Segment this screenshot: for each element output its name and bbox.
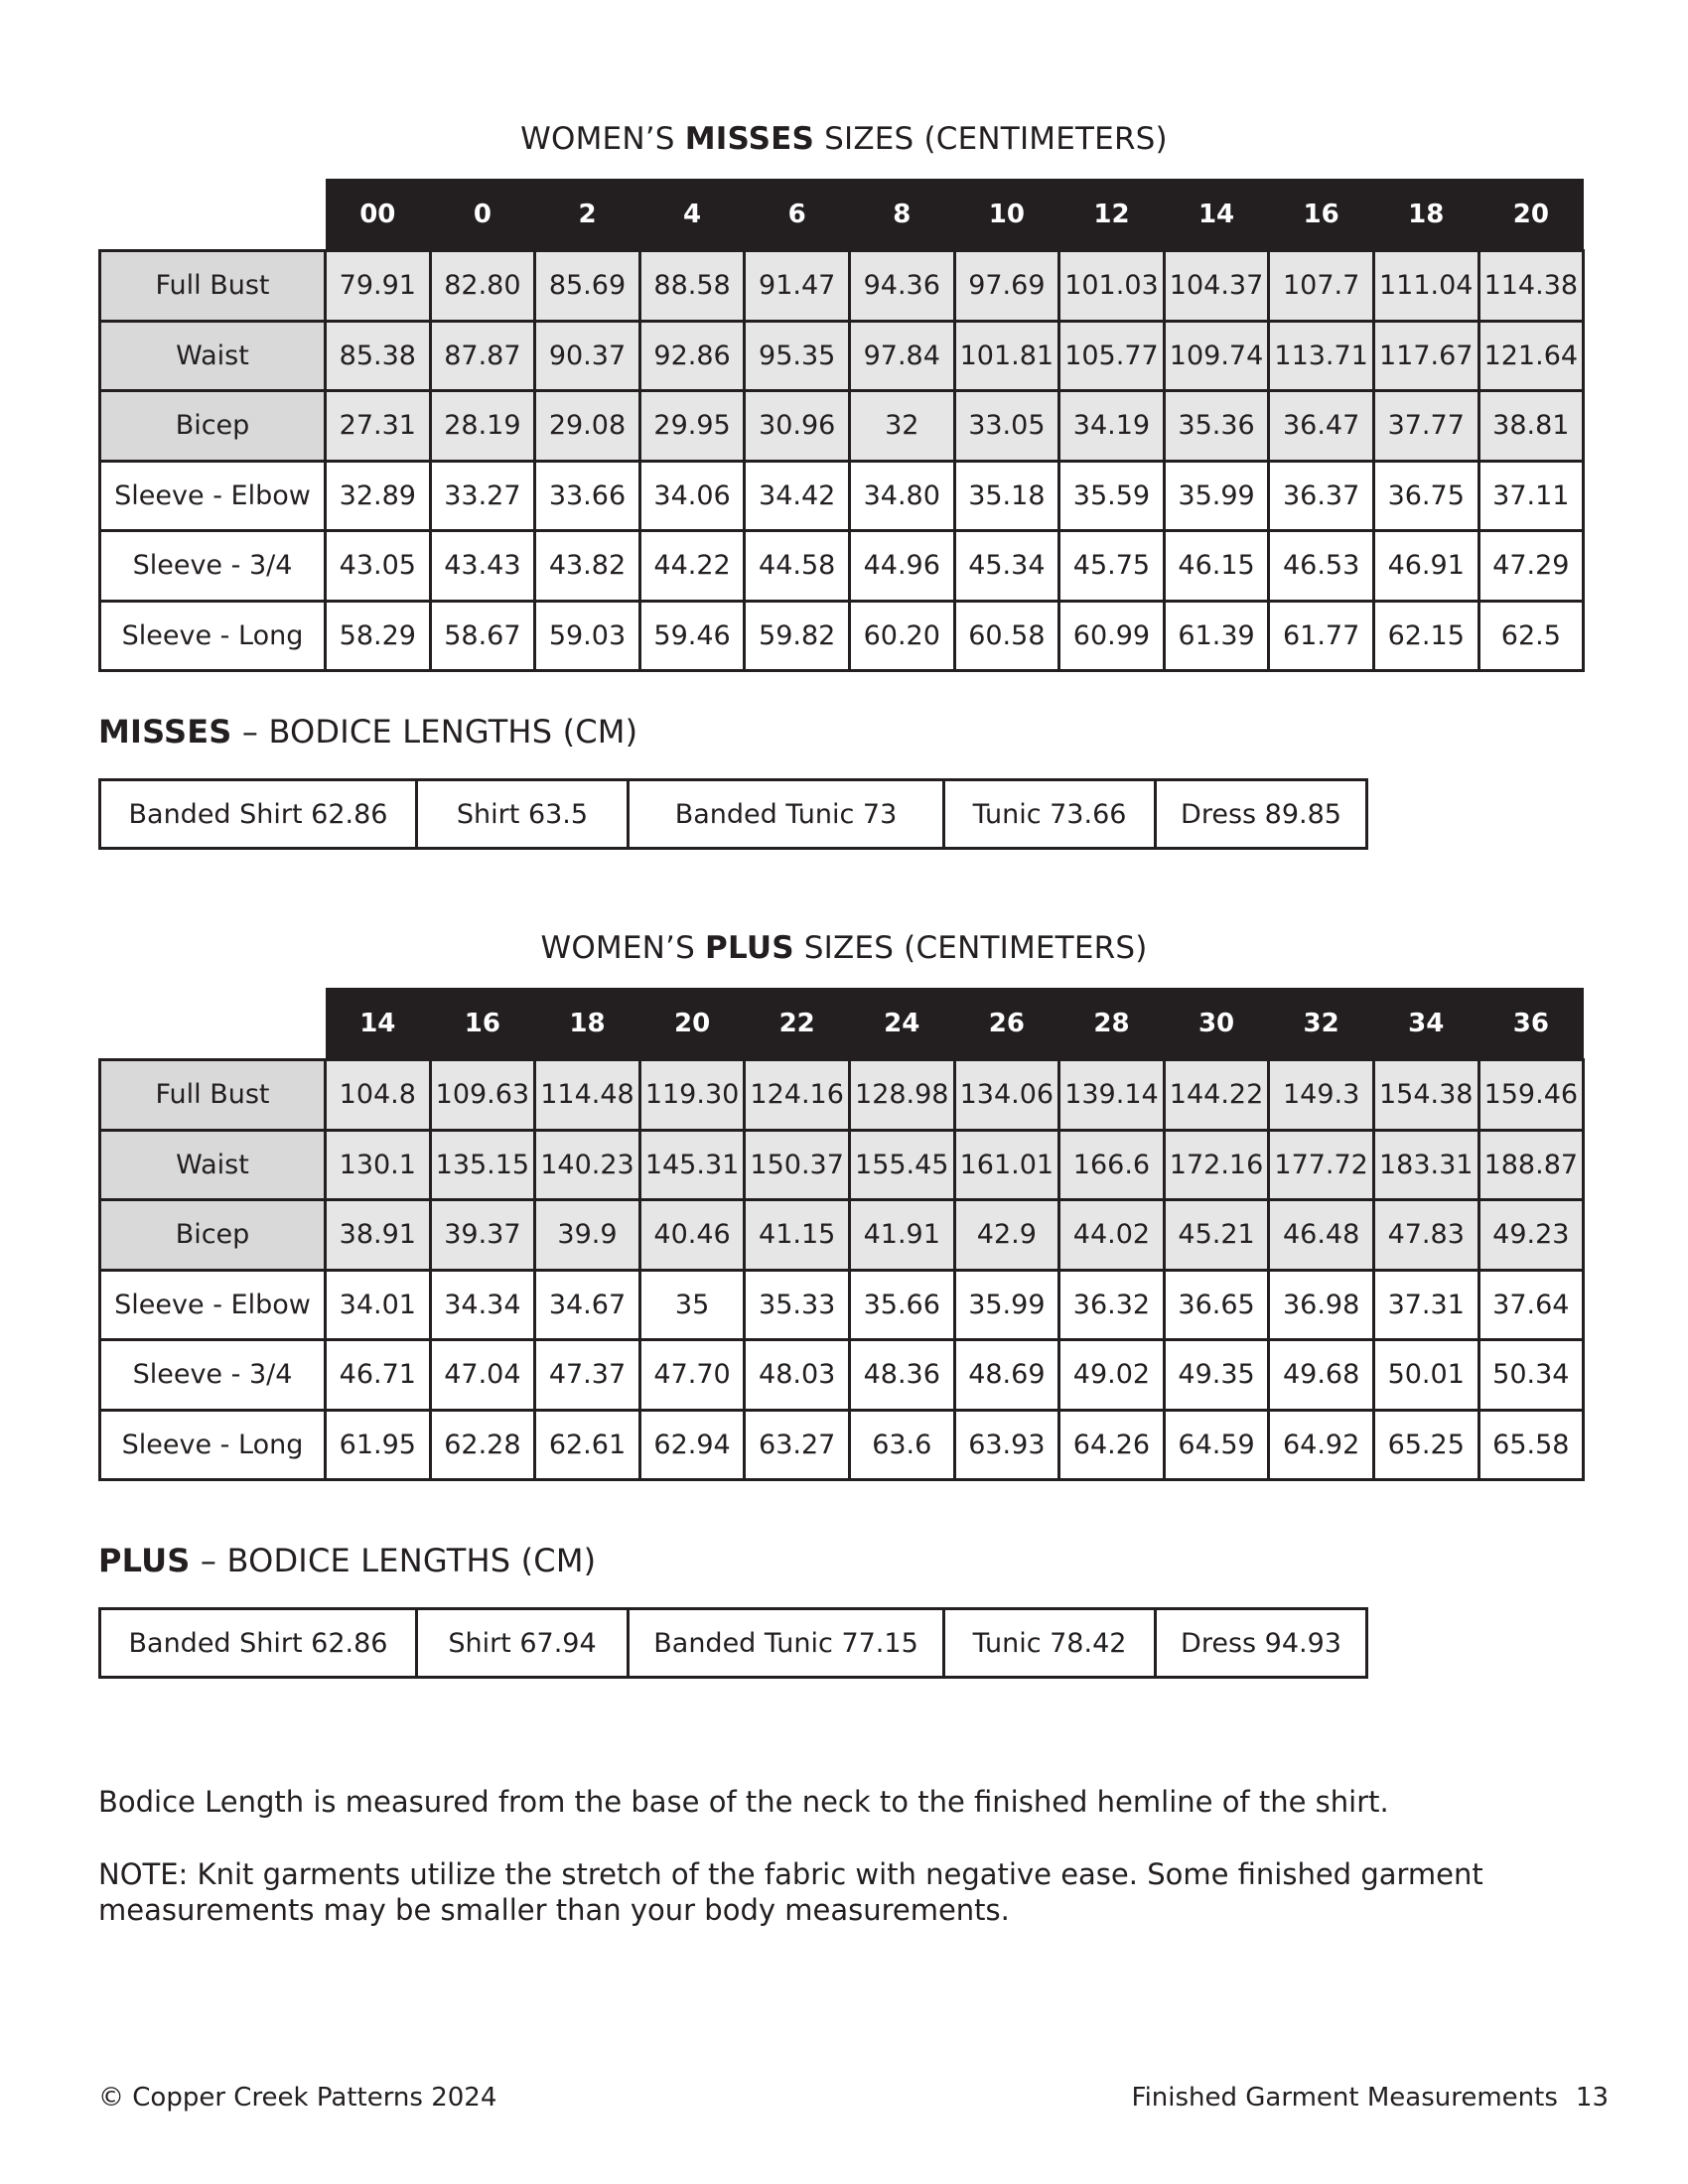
measurement-value: 39.9 [535,1200,640,1271]
measurement-value: 46.15 [1164,531,1269,602]
measurement-value: 36.47 [1269,391,1374,462]
bodice-length-row [100,780,1367,849]
measurement-value: 145.31 [639,1130,745,1200]
bodice-length-cell: Shirt 63.5 [417,780,629,849]
measurement-value: 48.69 [954,1340,1059,1411]
measurement-value: 47.37 [535,1340,640,1411]
size-header-cell: 6 [745,179,850,251]
measurement-value: 101.03 [1059,251,1165,322]
measurement-value: 109.63 [430,1060,535,1131]
measurement-value: 48.03 [745,1340,850,1411]
measurement-value: 59.46 [639,601,745,671]
measurement-value: 109.74 [1164,321,1269,391]
measurement-value: 64.92 [1269,1410,1374,1480]
measurement-value: 35.99 [1164,461,1269,531]
measurement-value: 58.67 [430,601,535,671]
measurement-value: 62.94 [639,1410,745,1480]
measurement-value: 29.95 [639,391,745,462]
measurement-value: 47.04 [430,1340,535,1411]
measurement-value: 97.69 [954,251,1059,322]
measurement-label: Bicep [100,1200,326,1271]
measurement-value: 59.82 [745,601,850,671]
measurement-value: 49.23 [1478,1200,1584,1271]
measurement-value: 59.03 [535,601,640,671]
bodice-length-cell: Banded Shirt 62.86 [100,1609,417,1678]
size-header-cell: 4 [639,179,745,251]
misses-bodice-title: MISSES – BODICE LENGTHS (CM) [98,713,638,751]
measurement-row [100,321,1584,391]
measurement-row [100,1060,1584,1131]
measurement-label: Full Bust [100,251,326,322]
measurement-label: Sleeve - Elbow [100,461,326,531]
measurement-value: 37.11 [1478,461,1584,531]
measurement-row [100,601,1584,671]
measurement-value: 105.77 [1059,321,1165,391]
page-number: 13 [1575,2083,1609,2113]
measurement-value: 35.59 [1059,461,1165,531]
size-header-cell: 26 [954,988,1059,1060]
measurement-value: 79.91 [326,251,431,322]
bodice-length-note: Bodice Length is measured from the base of the neck to the finished hemline of the shirt. [98,1785,1389,1819]
measurement-row [100,1340,1584,1411]
measurement-value: 42.9 [954,1200,1059,1271]
measurement-value: 61.95 [326,1410,431,1480]
measurement-value: 150.37 [745,1130,850,1200]
measurement-value: 94.36 [849,251,954,322]
plus-bodice-table [98,1607,1368,1679]
measurement-value: 49.02 [1059,1340,1165,1411]
measurement-label: Waist [100,321,326,391]
measurement-value: 43.82 [535,531,640,602]
measurement-value: 41.15 [745,1200,850,1271]
bodice-length-cell: Tunic 78.42 [944,1609,1156,1678]
measurement-value: 36.98 [1269,1270,1374,1340]
measurement-value: 34.80 [849,461,954,531]
measurement-value: 114.38 [1478,251,1584,322]
measurement-value: 95.35 [745,321,850,391]
measurement-value: 101.81 [954,321,1059,391]
measurement-label: Bicep [100,391,326,462]
measurement-value: 135.15 [430,1130,535,1200]
measurement-value: 188.87 [1478,1130,1584,1200]
measurement-value: 113.71 [1269,321,1374,391]
measurement-value: 134.06 [954,1060,1059,1131]
measurement-value: 183.31 [1373,1130,1478,1200]
measurement-value: 139.14 [1059,1060,1165,1131]
size-header-cell: 34 [1373,988,1478,1060]
measurement-value: 64.59 [1164,1410,1269,1480]
measurement-value: 48.36 [849,1340,954,1411]
measurement-row [100,251,1584,322]
measurement-value: 34.34 [430,1270,535,1340]
measurement-value: 47.83 [1373,1200,1478,1271]
size-header-cell: 14 [326,988,431,1060]
measurement-value: 37.64 [1478,1270,1584,1340]
measurement-value: 35.18 [954,461,1059,531]
measurement-value: 43.43 [430,531,535,602]
measurement-value: 37.31 [1373,1270,1478,1340]
measurement-value: 35.33 [745,1270,850,1340]
measurement-value: 144.22 [1164,1060,1269,1131]
plus-table-title: WOMEN’S PLUS SIZES (CENTIMETERS) [540,930,1148,966]
measurement-value: 60.58 [954,601,1059,671]
measurement-value: 149.3 [1269,1060,1374,1131]
measurement-label: Sleeve - Elbow [100,1270,326,1340]
size-header-cell: 8 [849,179,954,251]
misses-size-table [98,179,1585,672]
size-header-cell: 16 [430,988,535,1060]
measurement-value: 49.68 [1269,1340,1374,1411]
measurement-value: 33.66 [535,461,640,531]
size-header-cell: 28 [1059,988,1165,1060]
measurement-value: 140.23 [535,1130,640,1200]
bodice-length-cell: Shirt 67.94 [417,1609,629,1678]
measurement-value: 46.53 [1269,531,1374,602]
size-header-cell: 22 [745,988,850,1060]
bodice-length-cell: Banded Tunic 73 [629,780,944,849]
measurement-label: Sleeve - Long [100,601,326,671]
measurement-value: 166.6 [1059,1130,1165,1200]
measurement-label: Sleeve - 3/4 [100,1340,326,1411]
bodice-length-cell: Dress 94.93 [1156,1609,1367,1678]
measurement-value: 85.38 [326,321,431,391]
measurement-value: 47.29 [1478,531,1584,602]
footer-section-title: Finished Garment Measurements [1131,2083,1558,2113]
measurement-row [100,1200,1584,1271]
bodice-length-cell: Banded Shirt 62.86 [100,780,417,849]
measurement-value: 65.25 [1373,1410,1478,1480]
measurement-value: 36.37 [1269,461,1374,531]
header-blank-cell [100,988,326,1060]
measurement-value: 63.27 [745,1410,850,1480]
measurement-value: 104.37 [1164,251,1269,322]
measurement-value: 63.6 [849,1410,954,1480]
measurement-value: 62.15 [1373,601,1478,671]
measurement-value: 114.48 [535,1060,640,1131]
measurement-value: 36.32 [1059,1270,1165,1340]
size-header-cell: 24 [849,988,954,1060]
measurement-value: 58.29 [326,601,431,671]
footer-copyright: © Copper Creek Patterns 2024 [98,2083,497,2113]
size-header-row [100,988,1584,1060]
measurement-value: 36.65 [1164,1270,1269,1340]
measurement-value: 130.1 [326,1130,431,1200]
measurement-value: 92.86 [639,321,745,391]
measurement-value: 107.7 [1269,251,1374,322]
footer-page-info [1132,2083,1610,2113]
measurement-value: 45.21 [1164,1200,1269,1271]
measurement-value: 29.08 [535,391,640,462]
measurement-value: 155.45 [849,1130,954,1200]
measurement-value: 44.22 [639,531,745,602]
measurement-value: 62.5 [1478,601,1584,671]
measurement-value: 45.34 [954,531,1059,602]
measurement-value: 88.58 [639,251,745,322]
measurement-value: 30.96 [745,391,850,462]
measurement-value: 159.46 [1478,1060,1584,1131]
measurement-value: 111.04 [1373,251,1478,322]
measurement-value: 34.06 [639,461,745,531]
measurement-value: 39.37 [430,1200,535,1271]
measurement-value: 63.93 [954,1410,1059,1480]
measurement-value: 47.70 [639,1340,745,1411]
measurement-value: 28.19 [430,391,535,462]
measurement-value: 34.19 [1059,391,1165,462]
measurement-value: 50.34 [1478,1340,1584,1411]
measurement-value: 177.72 [1269,1130,1374,1200]
bodice-length-cell: Dress 89.85 [1156,780,1367,849]
measurement-value: 64.26 [1059,1410,1165,1480]
measurement-value: 34.67 [535,1270,640,1340]
misses-bodice-table [98,778,1368,850]
measurement-value: 43.05 [326,531,431,602]
bodice-length-cell: Tunic 73.66 [944,780,1156,849]
bodice-length-cell: Banded Tunic 77.15 [629,1609,944,1678]
measurement-label: Sleeve - 3/4 [100,531,326,602]
measurement-value: 87.87 [430,321,535,391]
size-header-cell: 30 [1164,988,1269,1060]
measurement-value: 85.69 [535,251,640,322]
measurement-value: 49.35 [1164,1340,1269,1411]
plus-bodice-title: PLUS – BODICE LENGTHS (CM) [98,1542,597,1579]
bodice-length-row [100,1609,1367,1678]
measurement-value: 32 [849,391,954,462]
measurement-row [100,1270,1584,1340]
measurement-value: 60.99 [1059,601,1165,671]
measurement-value: 44.96 [849,531,954,602]
measurement-value: 119.30 [639,1060,745,1131]
size-header-cell: 10 [954,179,1059,251]
size-header-cell: 2 [535,179,640,251]
measurement-value: 33.27 [430,461,535,531]
measurement-row [100,1410,1584,1480]
measurement-value: 41.91 [849,1200,954,1271]
measurement-value: 38.91 [326,1200,431,1271]
measurement-value: 65.58 [1478,1410,1584,1480]
measurement-value: 61.77 [1269,601,1374,671]
measurement-row [100,531,1584,602]
measurement-value: 121.64 [1478,321,1584,391]
measurement-value: 172.16 [1164,1130,1269,1200]
knit-garment-note: NOTE: Knit garments utilize the stretch of the fabric with negative ease. Some finished garment measurements may be smaller than your body measurements. [98,1857,1483,1927]
measurement-value: 117.67 [1373,321,1478,391]
measurement-value: 40.46 [639,1200,745,1271]
size-header-cell: 36 [1478,988,1584,1060]
measurement-value: 34.42 [745,461,850,531]
measurement-value: 36.75 [1373,461,1478,531]
measurement-value: 154.38 [1373,1060,1478,1131]
measurement-label: Full Bust [100,1060,326,1131]
measurement-label: Sleeve - Long [100,1410,326,1480]
size-header-row [100,179,1584,251]
size-header-cell: 18 [535,988,640,1060]
measurement-value: 128.98 [849,1060,954,1131]
measurement-row [100,391,1584,462]
measurement-value: 91.47 [745,251,850,322]
measurement-value: 45.75 [1059,531,1165,602]
measurement-row [100,1130,1584,1200]
header-blank-cell [100,179,326,251]
measurement-value: 33.05 [954,391,1059,462]
size-header-cell: 20 [1478,179,1584,251]
measurement-value: 97.84 [849,321,954,391]
measurement-value: 161.01 [954,1130,1059,1200]
measurement-value: 35 [639,1270,745,1340]
measurement-value: 38.81 [1478,391,1584,462]
size-header-cell: 00 [326,179,431,251]
measurement-value: 34.01 [326,1270,431,1340]
size-header-cell: 14 [1164,179,1269,251]
size-header-cell: 32 [1269,988,1374,1060]
measurement-value: 60.20 [849,601,954,671]
measurement-value: 46.91 [1373,531,1478,602]
measurement-value: 62.61 [535,1410,640,1480]
size-header-cell: 18 [1373,179,1478,251]
measurement-value: 104.8 [326,1060,431,1131]
size-header-cell: 16 [1269,179,1374,251]
measurement-value: 32.89 [326,461,431,531]
measurement-value: 50.01 [1373,1340,1478,1411]
measurement-value: 35.99 [954,1270,1059,1340]
plus-size-table [98,988,1585,1481]
size-header-cell: 20 [639,988,745,1060]
measurement-value: 62.28 [430,1410,535,1480]
measurement-value: 35.36 [1164,391,1269,462]
measurement-value: 46.71 [326,1340,431,1411]
measurement-value: 44.58 [745,531,850,602]
measurement-label: Waist [100,1130,326,1200]
measurement-value: 61.39 [1164,601,1269,671]
measurement-value: 46.48 [1269,1200,1374,1271]
size-header-cell: 0 [430,179,535,251]
measurement-value: 35.66 [849,1270,954,1340]
measurement-row [100,461,1584,531]
measurement-value: 124.16 [745,1060,850,1131]
measurement-value: 37.77 [1373,391,1478,462]
measurement-value: 27.31 [326,391,431,462]
size-header-cell: 12 [1059,179,1165,251]
measurement-value: 90.37 [535,321,640,391]
misses-table-title: WOMEN’S MISSES SIZES (CENTIMETERS) [520,121,1168,157]
measurement-value: 44.02 [1059,1200,1165,1271]
measurement-value: 82.80 [430,251,535,322]
